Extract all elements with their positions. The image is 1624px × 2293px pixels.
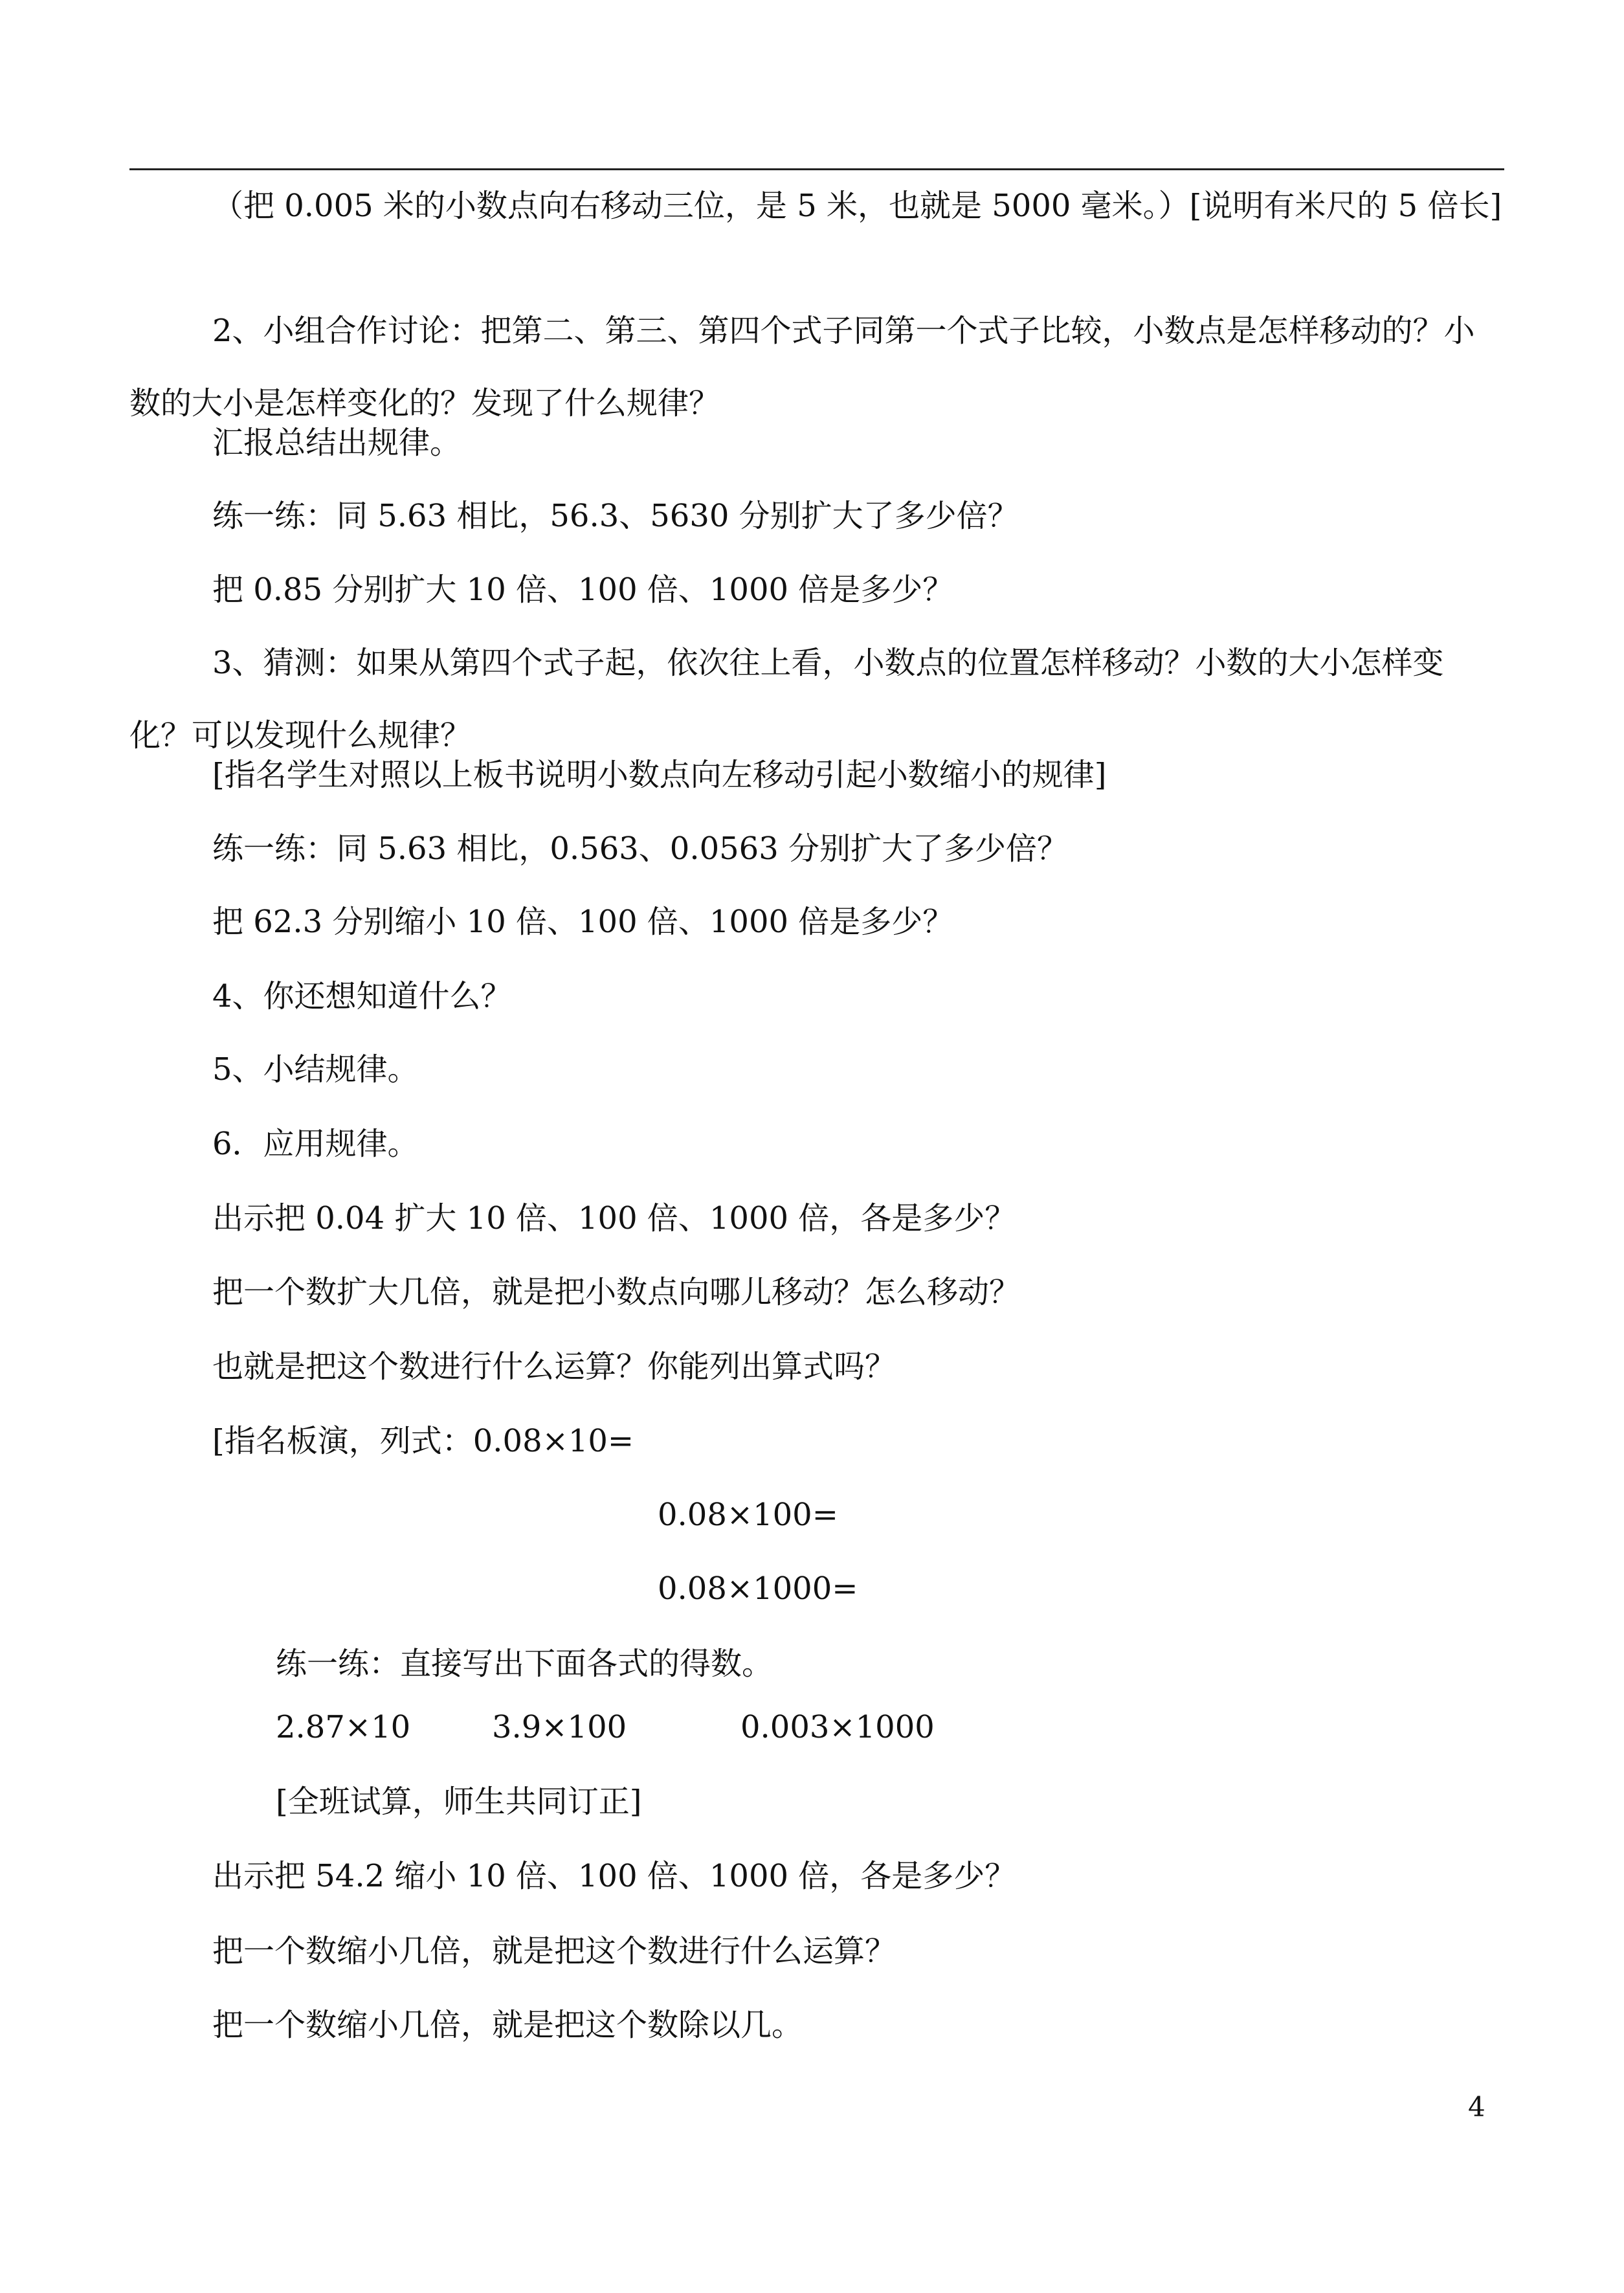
paragraph-20: 把一个数缩小几倍，就是把这个数除以几。 — [212, 2007, 803, 2043]
paragraph-13: 出示把 0.04 扩大 10 倍、100 倍、1000 倍，各是多少？ — [212, 1200, 1016, 1236]
paragraph-2: 2、小组合作讨论：把第二、第三、第四个式子同第一个式子比较，小数点是怎样移动的？小数的大小是怎样变化的？发现了什么规律？ — [129, 313, 1475, 421]
exercise-prompt: 练一练：直接写出下面各式的得数。 — [276, 1646, 773, 1682]
paragraph-7: [指名学生对照以上板书说明小数点向左移动引起小数缩小的规律] — [212, 757, 1107, 793]
calculation-2: 3.9×100 — [492, 1709, 627, 1745]
paragraph-9: 把 62.3 分别缩小 10 倍、100 倍、1000 倍是多少？ — [212, 904, 954, 940]
paragraph-19: 把一个数缩小几倍，就是把这个数进行什么运算？ — [212, 1933, 896, 1969]
paragraph-14: 把一个数扩大几倍，就是把小数点向哪儿移动？怎么移动？ — [212, 1274, 1021, 1310]
paragraph-5: 把 0.85 分别扩大 10 倍、100 倍、1000 倍是多少？ — [212, 572, 954, 608]
paragraph-8: 练一练：同 5.63 相比，0.563、0.0563 分别扩大了多少倍？ — [212, 831, 1069, 867]
paragraph-11: 5、小结规律。 — [212, 1051, 419, 1088]
calculation-1: 2.87×10 — [276, 1709, 411, 1745]
equation-1: 0.08×100= — [658, 1497, 838, 1533]
paragraph-3: 汇报总结出规律。 — [212, 425, 462, 461]
paragraph-16: [指名板演，列式：0.08×10= — [212, 1423, 634, 1459]
calculation-3: 0.003×1000 — [740, 1709, 935, 1745]
equation-2: 0.08×1000= — [658, 1571, 858, 1607]
page-number: 4 — [1468, 2091, 1485, 2123]
paragraph-10: 4、你还想知道什么？ — [212, 978, 512, 1014]
paragraph-6: 3、猜测：如果从第四个式子起，依次往上看，小数点的位置怎样移动？小数的大小怎样变化？可以发现什么规律？ — [129, 645, 1444, 754]
paragraph-4: 练一练：同 5.63 相比，56.3、5630 分别扩大了多少倍？ — [212, 498, 1019, 534]
paragraph-17: [全班试算，师生共同订正] — [276, 1784, 642, 1820]
paragraph-15: 也就是把这个数进行什么运算？你能列出算式吗？ — [212, 1348, 896, 1385]
paragraph-1: （把 0.005 米的小数点向右移动三位，是 5 米，也就是 5000 毫米。）[说明有米尺的 5 倍长] — [212, 188, 1502, 224]
paragraph-12: 6．应用规律。 — [212, 1126, 419, 1162]
paragraph-18: 出示把 54.2 缩小 10 倍、100 倍、1000 倍，各是多少？ — [212, 1858, 1016, 1894]
